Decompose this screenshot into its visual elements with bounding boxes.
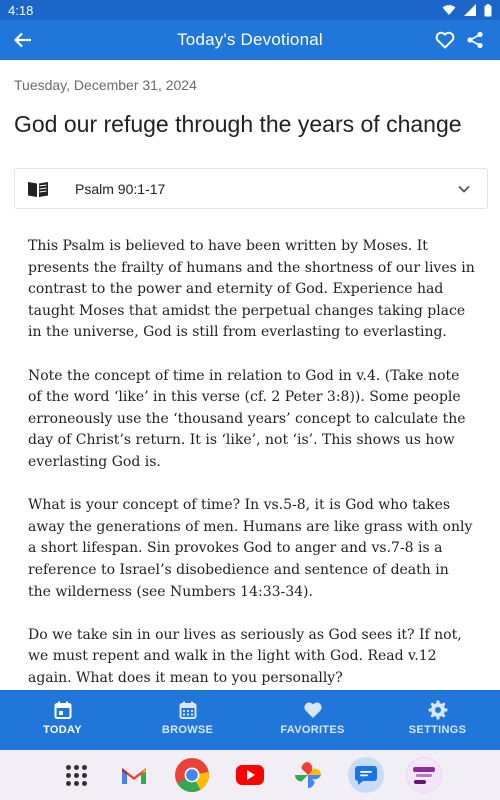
nav-today[interactable] [0, 690, 125, 750]
open-book-icon [27, 180, 49, 198]
battery-icon [484, 4, 492, 17]
chevron-down-icon [457, 182, 471, 196]
app-title: Today's Devotional [177, 30, 323, 49]
share-icon [466, 31, 484, 49]
devotional-title: God our refuge through the years of change [14, 111, 462, 137]
favorite-button[interactable] [432, 28, 458, 52]
app-bar [0, 20, 500, 60]
calendar-today-icon [53, 700, 73, 720]
status-time: 4:18 [8, 3, 34, 18]
photos-icon[interactable] [290, 757, 326, 793]
devotional-body [28, 236, 476, 688]
heart-outline-icon [435, 31, 455, 49]
nav-browse-label: BROWSE [161, 724, 214, 736]
bottom-nav [0, 690, 500, 750]
app-drawer-icon[interactable] [58, 757, 94, 793]
gmail-icon[interactable] [116, 757, 152, 793]
devotional-date: Tuesday, December 31, 2024 [14, 77, 197, 93]
status-bar [0, 0, 500, 20]
devotional-paragraph: What is your concept of time? In vs.5-8, it is God who takes away the generations of men. Humans are like grass with only a short lifespan. Sin provokes God to anger and vs.7-8 is a reference to Israel’s disobedience and sentence of death in the wilderness (see Numbers 14:33-34). [28, 497, 473, 600]
system-dock [0, 750, 500, 800]
wifi-icon [442, 4, 456, 16]
nav-today-label: TODAY [43, 724, 82, 736]
passage-reference: Psalm 90:1-17 [75, 181, 166, 197]
gear-icon [428, 700, 448, 720]
youtube-icon[interactable] [232, 757, 268, 793]
calendar-grid-icon [178, 700, 198, 720]
heart-icon [303, 700, 323, 720]
passage-dropdown[interactable] [14, 168, 488, 209]
status-icons [442, 2, 492, 18]
scripture-union-icon[interactable] [406, 757, 442, 793]
nav-browse[interactable] [125, 690, 250, 750]
nav-settings[interactable] [375, 690, 500, 750]
share-button[interactable] [462, 28, 488, 52]
devotional-paragraph: Do we take sin in our lives as seriously as God sees it? If not, we must repent and walk in the light with God. Read v.12 again. What does it mean to you personally? [28, 626, 462, 686]
nav-favorites[interactable] [250, 690, 375, 750]
devotional-paragraph: This Psalm is believed to have been written by Moses. It presents the frailty of humans and the shortness of our lives in contrast to the power and eternity of God. Experience had taught Moses that amidst the perpetual changes taking place in the universe, God is still from everlasting to everlasting. [28, 238, 475, 341]
nav-settings-label: SETTINGS [408, 724, 467, 736]
messages-icon[interactable] [348, 757, 384, 793]
chrome-icon[interactable] [174, 757, 210, 793]
nav-favorites-label: FAVORITES [280, 724, 345, 736]
signal-icon [464, 4, 476, 16]
devotional-paragraph: Note the concept of time in relation to God in v.4. (Take note of the word ‘like’ in this verse (cf. 2 Peter 3:8)). Some people erroneously use the ‘thousand years’ concept to calculate the day of Christ’s return. It is ‘like’, not ‘is’. This shows us how everlasting God is. [28, 367, 466, 470]
